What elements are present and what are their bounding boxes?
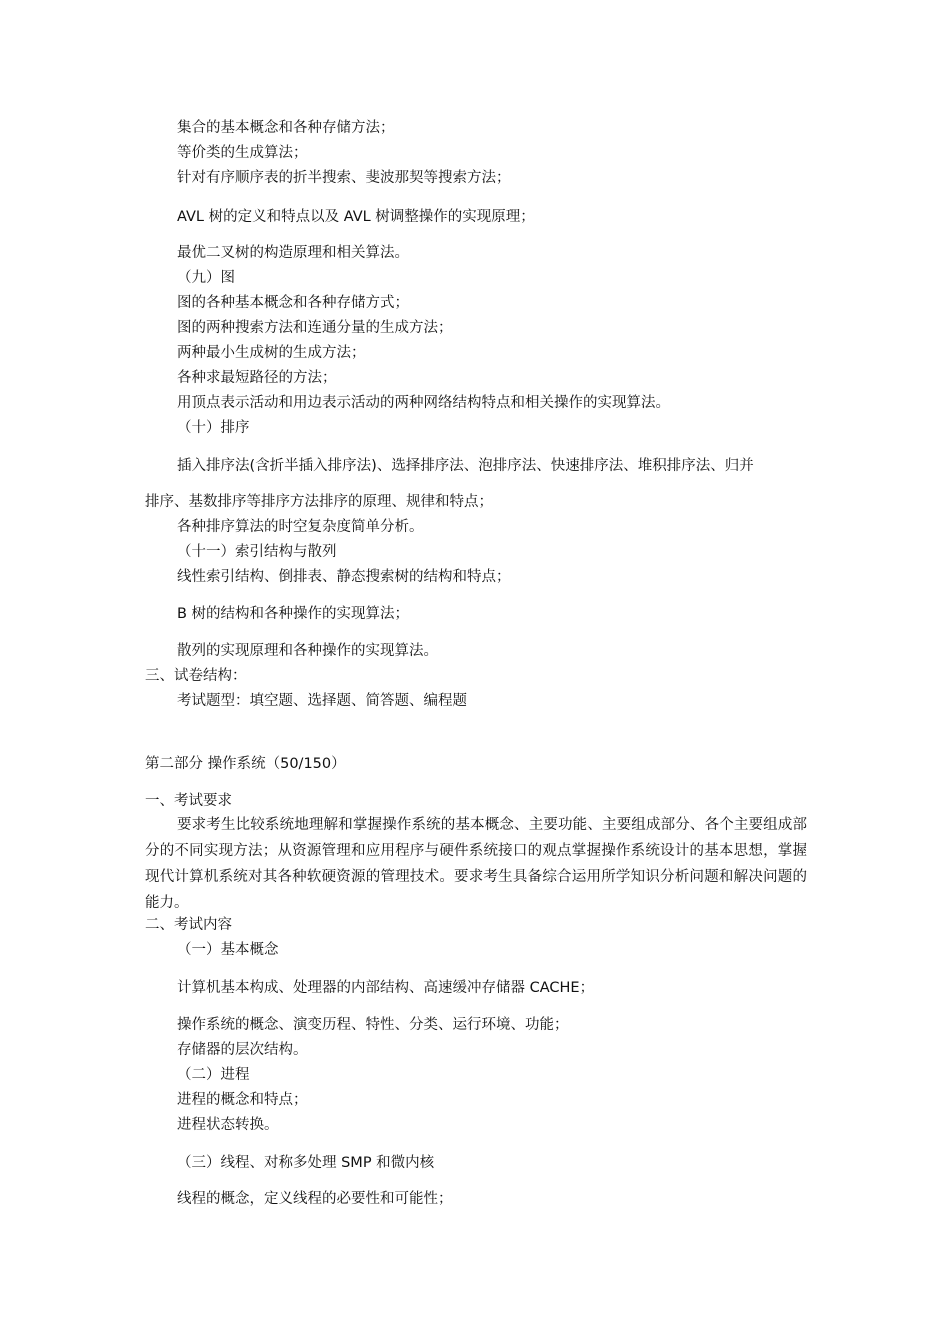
- text-line: 存储器的层次结构。: [177, 1042, 308, 1058]
- requirement-paragraph: 要求考生比较系统地理解和掌握操作系统的基本概念、主要功能、主要组成部分、各个主要组成部分的不同实现方法；从资源管理和应用程序与硬件系统接口的观点掌握操作系统设计的基本思想，掌握现代计算机系统对其各种软硬资源的管理技术。要求考生具备综合运用所学知识分析问题和解决问题的能力。: [145, 817, 807, 911]
- section-heading: 一、考试要求: [145, 793, 232, 809]
- text-line: 图的各种基本概念和各种存储方式；: [177, 295, 409, 311]
- text-line: 集合的基本概念和各种存储方法；: [177, 120, 395, 136]
- section-heading: 二、考试内容: [145, 917, 232, 933]
- text-line: 排序、基数排序等排序方法排序的原理、规律和特点；: [145, 494, 493, 510]
- text-line: 图的两种搜索方法和连通分量的生成方法；: [177, 320, 453, 336]
- section-heading: （一）基本概念: [177, 942, 279, 958]
- section-heading: （三）线程、对称多处理 SMP 和微内核: [177, 1155, 435, 1171]
- text-line: 进程状态转换。: [177, 1117, 279, 1133]
- text-line: 等价类的生成算法；: [177, 145, 308, 161]
- text-line: 两种最小生成树的生成方法；: [177, 345, 366, 361]
- text-line: 操作系统的概念、演变历程、特性、分类、运行环境、功能；: [177, 1017, 569, 1033]
- text-line: 线程的概念，定义线程的必要性和可能性；: [177, 1191, 453, 1207]
- section-heading: （十）排序: [177, 420, 250, 436]
- section-heading: （九）图: [177, 270, 235, 286]
- text-line: 插入排序法(含折半插入排序法)、选择排序法、泡排序法、快速排序法、堆积排序法、归并: [177, 458, 754, 474]
- text-line: 各种求最短路径的方法；: [177, 370, 337, 386]
- section-heading: 三、试卷结构：: [145, 668, 247, 684]
- text-line: 最优二叉树的构造原理和相关算法。: [177, 245, 409, 261]
- section-heading: （二）进程: [177, 1067, 250, 1083]
- text-line: 各种排序算法的时空复杂度简单分析。: [177, 519, 424, 535]
- part-title: 第二部分 操作系统（50/150）: [145, 756, 346, 772]
- text-line: 考试题型：填空题、选择题、简答题、编程题: [177, 693, 467, 709]
- text-line: 线性索引结构、倒排表、静态搜索树的结构和特点；: [177, 569, 511, 585]
- text-line: 用顶点表示活动和用边表示活动的两种网络结构特点和相关操作的实现算法。: [177, 395, 670, 411]
- text-line: B 树的结构和各种操作的实现算法；: [177, 606, 410, 622]
- section-heading: （十一）索引结构与散列: [177, 544, 337, 560]
- text-line: 计算机基本构成、处理器的内部结构、高速缓冲存储器 CACHE；: [177, 980, 595, 996]
- text-line: AVL 树的定义和特点以及 AVL 树调整操作的实现原理；: [177, 209, 535, 225]
- text-line: 针对有序顺序表的折半搜索、斐波那契等搜索方法；: [177, 170, 511, 186]
- text-line: 散列的实现原理和各种操作的实现算法。: [177, 643, 438, 659]
- text-line: 进程的概念和特点；: [177, 1092, 308, 1108]
